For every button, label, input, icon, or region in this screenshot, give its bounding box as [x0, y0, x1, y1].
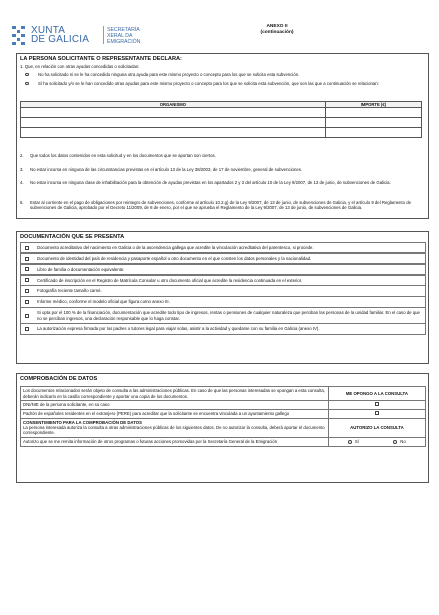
doc-item[interactable] [20, 242, 426, 253]
consent-block [21, 418, 329, 437]
doc-checkbox[interactable] [25, 314, 29, 318]
aid-table [20, 101, 422, 138]
doc-checkbox[interactable] [25, 246, 29, 250]
data-check-section [16, 373, 429, 483]
amount-cell[interactable] [325, 128, 421, 138]
oppose-dni-cell[interactable] [328, 401, 425, 410]
doc-checkbox[interactable] [25, 289, 29, 293]
authorize-header: AUTORIZO LA CONSULTA [328, 418, 425, 437]
item-text: No estar incursa en ninguna clase de inhabilitación para la obtención de ayudas previstas en los apartados 2 y 3 del artículo 10 de la Ley 9/2007, de 13 de junio, de subvenciones de Galicia. [30, 180, 391, 185]
item-text: No estar incursa en ninguna de las circunstancias previstas en el artículo 13 de la Ley 38/2003, de 17 de noviembre, general de subvenciones. [30, 167, 303, 172]
oppose-dni-checkbox[interactable] [375, 402, 379, 406]
col-amount: IMPORTE (€) [325, 102, 421, 108]
documentation-list [20, 242, 426, 334]
logo-line-1: XUNTA [31, 25, 66, 36]
oppose-pere-checkbox[interactable] [375, 411, 379, 415]
logo-line-2: DE GALICIA [31, 34, 90, 45]
xunta-logo-icon [12, 26, 25, 45]
question-1: 1. Que, en relación con otras ayudas concedidas o solicitadas: [20, 64, 140, 69]
doc-item[interactable] [20, 323, 426, 334]
option-no-aid-label: No ha solicitado ni se le ha concedido ninguna otra ayuda para este mismo proyecto o concepto para los que se solicita esta subvención. [38, 72, 300, 77]
amount-cell[interactable] [325, 108, 421, 118]
doc-checkbox[interactable] [25, 257, 29, 261]
doc-label: Si opta por el 100 % de la financiación, documentación que acredite todo tipo de ingresos, rentas o pensiones de cualquier naturaleza que perciban las personas de la unidad familiar. En el caso de que no se perciban ingresos, una declaración responsable que lo haga constar. [37, 310, 420, 321]
logo-divider [103, 26, 104, 44]
authorize-options [328, 438, 425, 447]
department-line-2: XERAL DA [107, 33, 133, 39]
amount-cell[interactable] [325, 118, 421, 128]
annex-label [212, 24, 342, 36]
doc-label: Libro de familia o documentación equivalente. [37, 266, 125, 272]
declaration-section [16, 53, 429, 219]
radio-no-aid[interactable] [25, 73, 29, 77]
doc-item[interactable] [20, 275, 426, 286]
authorize-yes[interactable] [348, 439, 359, 444]
annex-subtitle: (continuación) [260, 30, 294, 35]
no-label: No [400, 439, 406, 445]
doc-item[interactable] [20, 296, 426, 307]
consult-row-info: Autorizo que se me remita información de otros programas o futuras acciones promovidas por la Secretaría General de la Emigración [21, 438, 329, 447]
doc-item[interactable] [20, 264, 426, 275]
consult-row-pere: Padrón de españoles residentes en el extranjero (PERE) para acreditar que la solicitante se encuentra vinculada a un ayuntamiento gallego [21, 409, 329, 418]
radio-yes[interactable] [348, 440, 352, 444]
doc-item[interactable] [20, 285, 426, 296]
doc-checkbox[interactable] [25, 278, 29, 282]
item-number: 2. [20, 153, 24, 158]
department-line-1: SECRETARÍA [107, 27, 140, 33]
department-line-3: EMIGRACIÓN [107, 39, 141, 45]
yes-label: Sí [354, 439, 359, 445]
organism-cell[interactable] [21, 108, 326, 118]
doc-checkbox[interactable] [25, 267, 29, 271]
doc-label: Certificado de inscripción en el Registro de Matrícula Consular u otro documento oficial que acredite la residencia continuada en el exterior. [37, 277, 303, 283]
data-check-title: COMPROBACIÓN DE DATOS [20, 376, 98, 382]
oppose-pere-cell[interactable] [328, 409, 425, 418]
radio-no[interactable] [393, 440, 397, 444]
doc-label: Fotografía reciente tamaño carné. [37, 288, 102, 294]
authorize-no[interactable] [393, 439, 405, 444]
doc-checkbox[interactable] [25, 300, 29, 304]
consult-row-dni: DNI/NIE de la persona solicitante, en su caso [21, 401, 329, 410]
col-organism: ORGANISMO [21, 102, 326, 108]
consult-table [20, 386, 426, 447]
organism-cell[interactable] [21, 128, 326, 138]
item-number: 4. [20, 180, 24, 185]
item-number: 3. [20, 167, 24, 172]
declaration-title: LA PERSONA SOLICITANTE O REPRESENTANTE DECLARA: [20, 56, 182, 62]
documentation-section [16, 231, 429, 364]
item-text: Estar al corriente en el pago de obligaciones por reintegro de subvenciones, conforme al artículo 10.2.g) de la Ley 9/2007, de 13 de junio, de subvenciones de Galicia, y el artículo 9 del Reglamento de subvenciones de Galicia, aprobado por el Decreto 11/2009, de 8 de enero, por el que se aprueba el Reglamento de la Ley 9/2007, de 13 de junio, de subvenciones de Galicia. [30, 200, 411, 211]
organism-cell[interactable] [21, 118, 326, 128]
option-yes-aid-label: Sí ha solicitado y/o se le han concedido otras ayudas para este mismo proyecto o concepto para los que se solicita esta subvención, que son las que a continuación se relacionan: [38, 81, 379, 86]
item-text: Que todos los datos contenidos en esta solicitud y en los documentos que se aportan son ciertos. [30, 153, 216, 158]
doc-label: Informe médico, conforme el modelo oficial que figura como anexo III. [37, 299, 170, 305]
doc-item[interactable] [20, 253, 426, 264]
consent-title: CONSENTIMIENTO PARA LA COMPROBACIÓN DE DATOS [23, 419, 142, 425]
logo-text [31, 26, 89, 44]
documentation-title: DOCUMENTACIÓN QUE SE PRESENTA [20, 234, 125, 240]
doc-label: La autorización expresa firmada por los padres o tutores legal para viajar solas, asistir a la actividad y quedarse con su familia en Galicia (anexo IV). [37, 326, 320, 332]
radio-yes-aid[interactable] [25, 82, 29, 86]
item-number: 5. [20, 200, 24, 205]
annex-title: ANEXO II [266, 24, 288, 29]
doc-checkbox[interactable] [25, 327, 29, 331]
oppose-header: ME OPONGO A LA CONSULTA [328, 387, 425, 401]
department-name [107, 27, 140, 45]
page-header [12, 24, 432, 48]
consent-text: La persona interesada autoriza la consulta a otras administraciones públicas de los siguientes datos. De no autorizar la consulta, deberá aportar el documento correspondiente. [23, 425, 325, 436]
doc-item[interactable] [20, 307, 426, 324]
doc-label: Documento de identidad del país de residencia y pasaporte español u otro documento en el que consten los datos personales y la nacionalidad. [37, 255, 312, 261]
consult-intro: Los documentos relacionados serán objeto de consulta a las administraciones públicas. En caso de que las personas interesadas se opongan a esta consulta, deberán indicarlo en la casilla correspondiente y aportar una copia de los documentos. [21, 387, 329, 401]
doc-label: Documento acreditativo del nacimiento en Galicia o de la ascendencia gallega que acredite la vinculación acreditativa del parentesco, si procede. [37, 245, 314, 250]
